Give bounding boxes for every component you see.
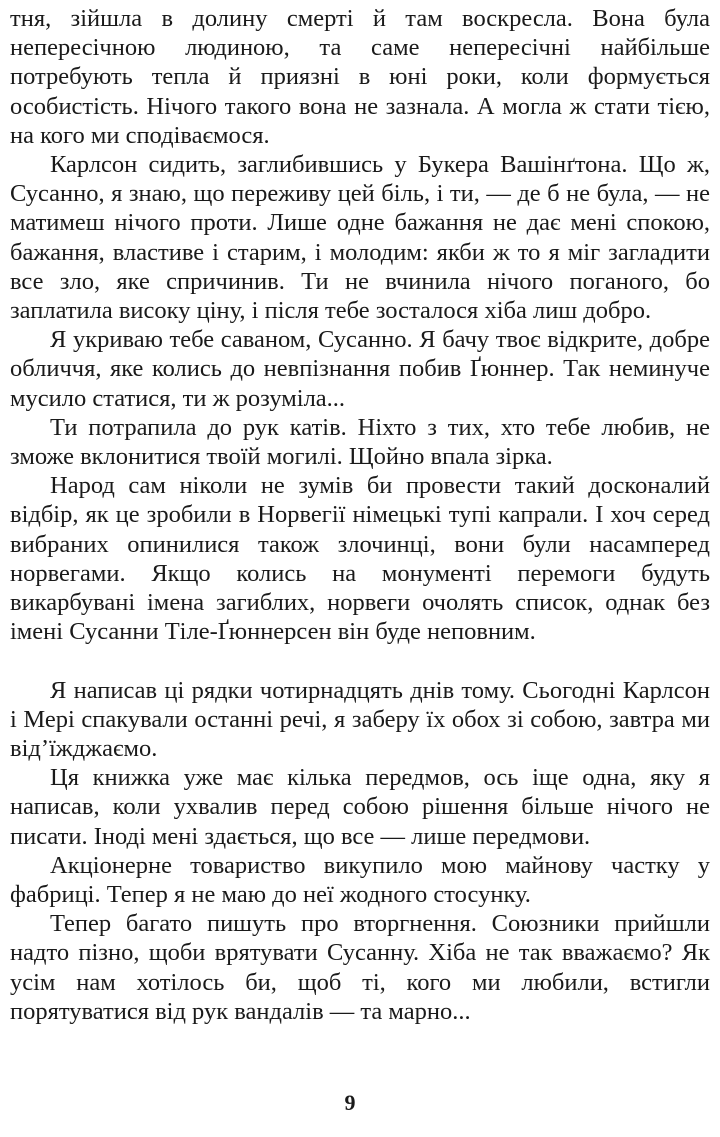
section-break [10,646,710,675]
paragraph: тня, зійшла в долину смерті й там воскресла. Вона була непересічною людиною, та саме непересічні найбільше потребують тепла й приязні в юні роки, коли формується особистість. Нічого такого вона не зазнала. А могла ж стати тією, на кого ми сподіваємося. [10,5,710,149]
paragraph: Акціонерне товариство викупило мою майнову частку у фабриці. Тепер я не маю до неї жодного стосунку. [10,851,710,909]
paragraph: Тепер багато пишуть про вторгнення. Союзники прийшли надто пізно, щоби врятувати Сусанну. Хіба не так вважаємо? Як усім нам хотілось би, щоб ті, кого ми любили, встигли порятуватися від рук вандалів — та марно... [10,910,710,1025]
paragraph: Ця книжка уже має кілька передмов, ось іще одна, яку я написав, коли ухвалив перед собою рішення більше нічого не писати. Іноді мені здається, що все — лише передмови. [10,764,710,850]
paragraph: Ти потрапила до рук катів. Ніхто з тих, хто тебе любив, не зможе вклонитися твоїй могилі. Щойно впала зірка. [10,413,710,471]
page-number: 9 [344,1090,356,1115]
paragraph: Я укриваю тебе саваном, Сусанно. Я бачу твоє відкрите, добре обличчя, яке колись до невпізнання побив Ґюннер. Так неминуче мусило статися, ти ж розуміла... [10,326,710,412]
page-body [10,4,710,1026]
paragraph: Карлсон сидить, заглибившись у Букера Вашінґтона. Що ж, Сусанно, я знаю, що переживу цей біль, і ти, — де б не була, — не матимеш нічого проти. Лише одне бажання не дає мені спокою, бажання, властиве і старим, і молодим: якби ж то я міг загладити все зло, яке спричинив. Ти не вчинила нічого поганого, бо заплатила високу ціну, і після тебе зосталося хіба лиш добро. [10,151,710,325]
paragraph: Я написав ці рядки чотирнадцять днів тому. Сьогодні Карлсон і Мері спакували останні речі, я заберу їх обох зі собою, завтра ми від’їжджаємо. [10,676,710,763]
paragraph: Народ сам ніколи не зумів би провести такий досконалий відбір, як це зробили в Норвегії німецькі тупі капрали. І хоч серед вибраних опинилися також злочинці, вони були насамперед норвегами. Якщо колись на монументі перемоги будуть викарбувані імена загиблих, норвеги очолять список, однак без імені Сусанни Тіле-Ґюннерсен він буде неповним. [10,472,710,646]
